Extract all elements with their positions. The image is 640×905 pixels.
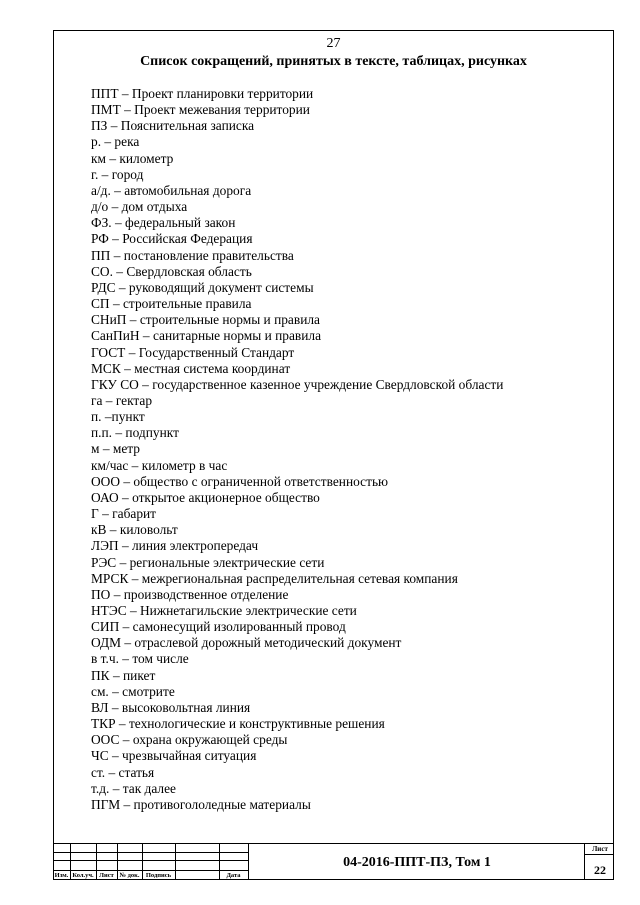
list-item: РФ – Российская Федерация [91,231,253,247]
list-item: МРСК – межрегиональная распределительная сетевая компания [91,570,458,586]
list-item: д/о – дом отдыха [91,199,188,215]
list-item: ОАО – открытое акционерное общество [91,489,320,505]
stamp-row-line [53,860,248,861]
list-item: га – гектар [91,392,153,408]
list-item: СО. – Свердловская область [91,263,252,279]
list-item: ПК – пикет [91,667,156,683]
list-item: СНиП – строительные нормы и правила [91,312,320,328]
list-item: ВЛ – высоковольтная линия [91,699,251,715]
list-item: ЛЭП – линия электропередач [91,538,259,554]
page-number: 27 [326,36,341,51]
list-item: ГОСТ – Государственный Стандарт [91,344,295,360]
list-item: ППТ – Проект планировки территории [91,86,314,101]
list-item: ст. – статья [91,764,155,780]
list-item: ПП – постановление правительства [91,247,294,263]
list-item: НТЭС – Нижнетагильские электрические сети [91,603,357,618]
document-code: 04-2016-ППТ-ПЗ, Том 1 [343,855,491,870]
sheet-label: Лист [592,845,608,853]
stamp-header-change: Изм. [54,872,69,879]
stamp-divider [175,844,176,880]
list-item: СП – строительные правила [91,296,252,312]
stamp-row-line [53,852,248,853]
list-item: ФЗ. – федеральный закон [91,215,236,231]
list-item: г. – город [91,166,144,182]
list-item: км/час – километр в час [91,457,228,473]
list-item: см. – смотрите [91,683,175,699]
list-item: СИП – самонесущий изолированный провод [91,619,346,635]
list-item: РДС – руководящий документ системы [91,279,314,295]
list-item: ООС – охрана окружающей среды [91,732,288,748]
list-item: кВ – киловольт [91,522,178,538]
list-item: ПГМ – противогололедные материалы [91,796,311,812]
list-item: ПМТ – Проект межевания территории [91,102,310,118]
list-item: ТКР – технологические и конструктивные решения [91,716,385,732]
list-item: ЧС – чрезвычайная ситуация [91,748,257,764]
stamp-header-doc-number: № док. [119,872,140,879]
sheet-number: 22 [594,863,606,877]
list-item: ПЗ – Пояснительная записка [91,118,255,134]
abbreviation-list [91,86,503,813]
list-item: СанПиН – санитарные нормы и правила [91,328,322,344]
stamp-header-count: Кол.уч. [72,872,94,879]
stamp-header-date: Дата [226,872,241,879]
list-item: а/д. – автомобильная дорога [91,182,252,198]
list-item: т.д. – так далее [91,780,176,796]
list-item: км – километр [91,150,174,166]
title-block [53,843,614,880]
stamp-row-line [53,870,248,871]
list-item: Г – габарит [91,506,157,522]
list-item: п. –пункт [91,409,145,425]
stamp-header-sheet: Лист [99,872,114,879]
stamp-divider [248,844,249,880]
list-item: м – метр [91,441,140,457]
list-item: р. – река [91,134,140,150]
list-item: в т.ч. – том числе [91,651,189,667]
list-item: ООО – общество с ограниченной ответственностью [91,473,389,489]
stamp-divider [584,844,585,880]
stamp-row-line [584,854,614,855]
list-item: п.п. – подпункт [91,425,179,441]
list-item: ПО – производственное отделение [91,586,289,602]
list-item: ГКУ СО – государственное казенное учреждение Свердловской области [91,376,504,392]
stamp-header-signature: Подпись [145,872,172,879]
list-item: РЭС – региональные электрические сети [91,554,325,570]
list-item: ОДМ – отраслевой дорожный методический документ [91,635,402,651]
list-item: МСК – местная система координат [91,360,291,376]
page-title: Список сокращений, принятых в тексте, таблицах, рисунках [140,54,527,69]
